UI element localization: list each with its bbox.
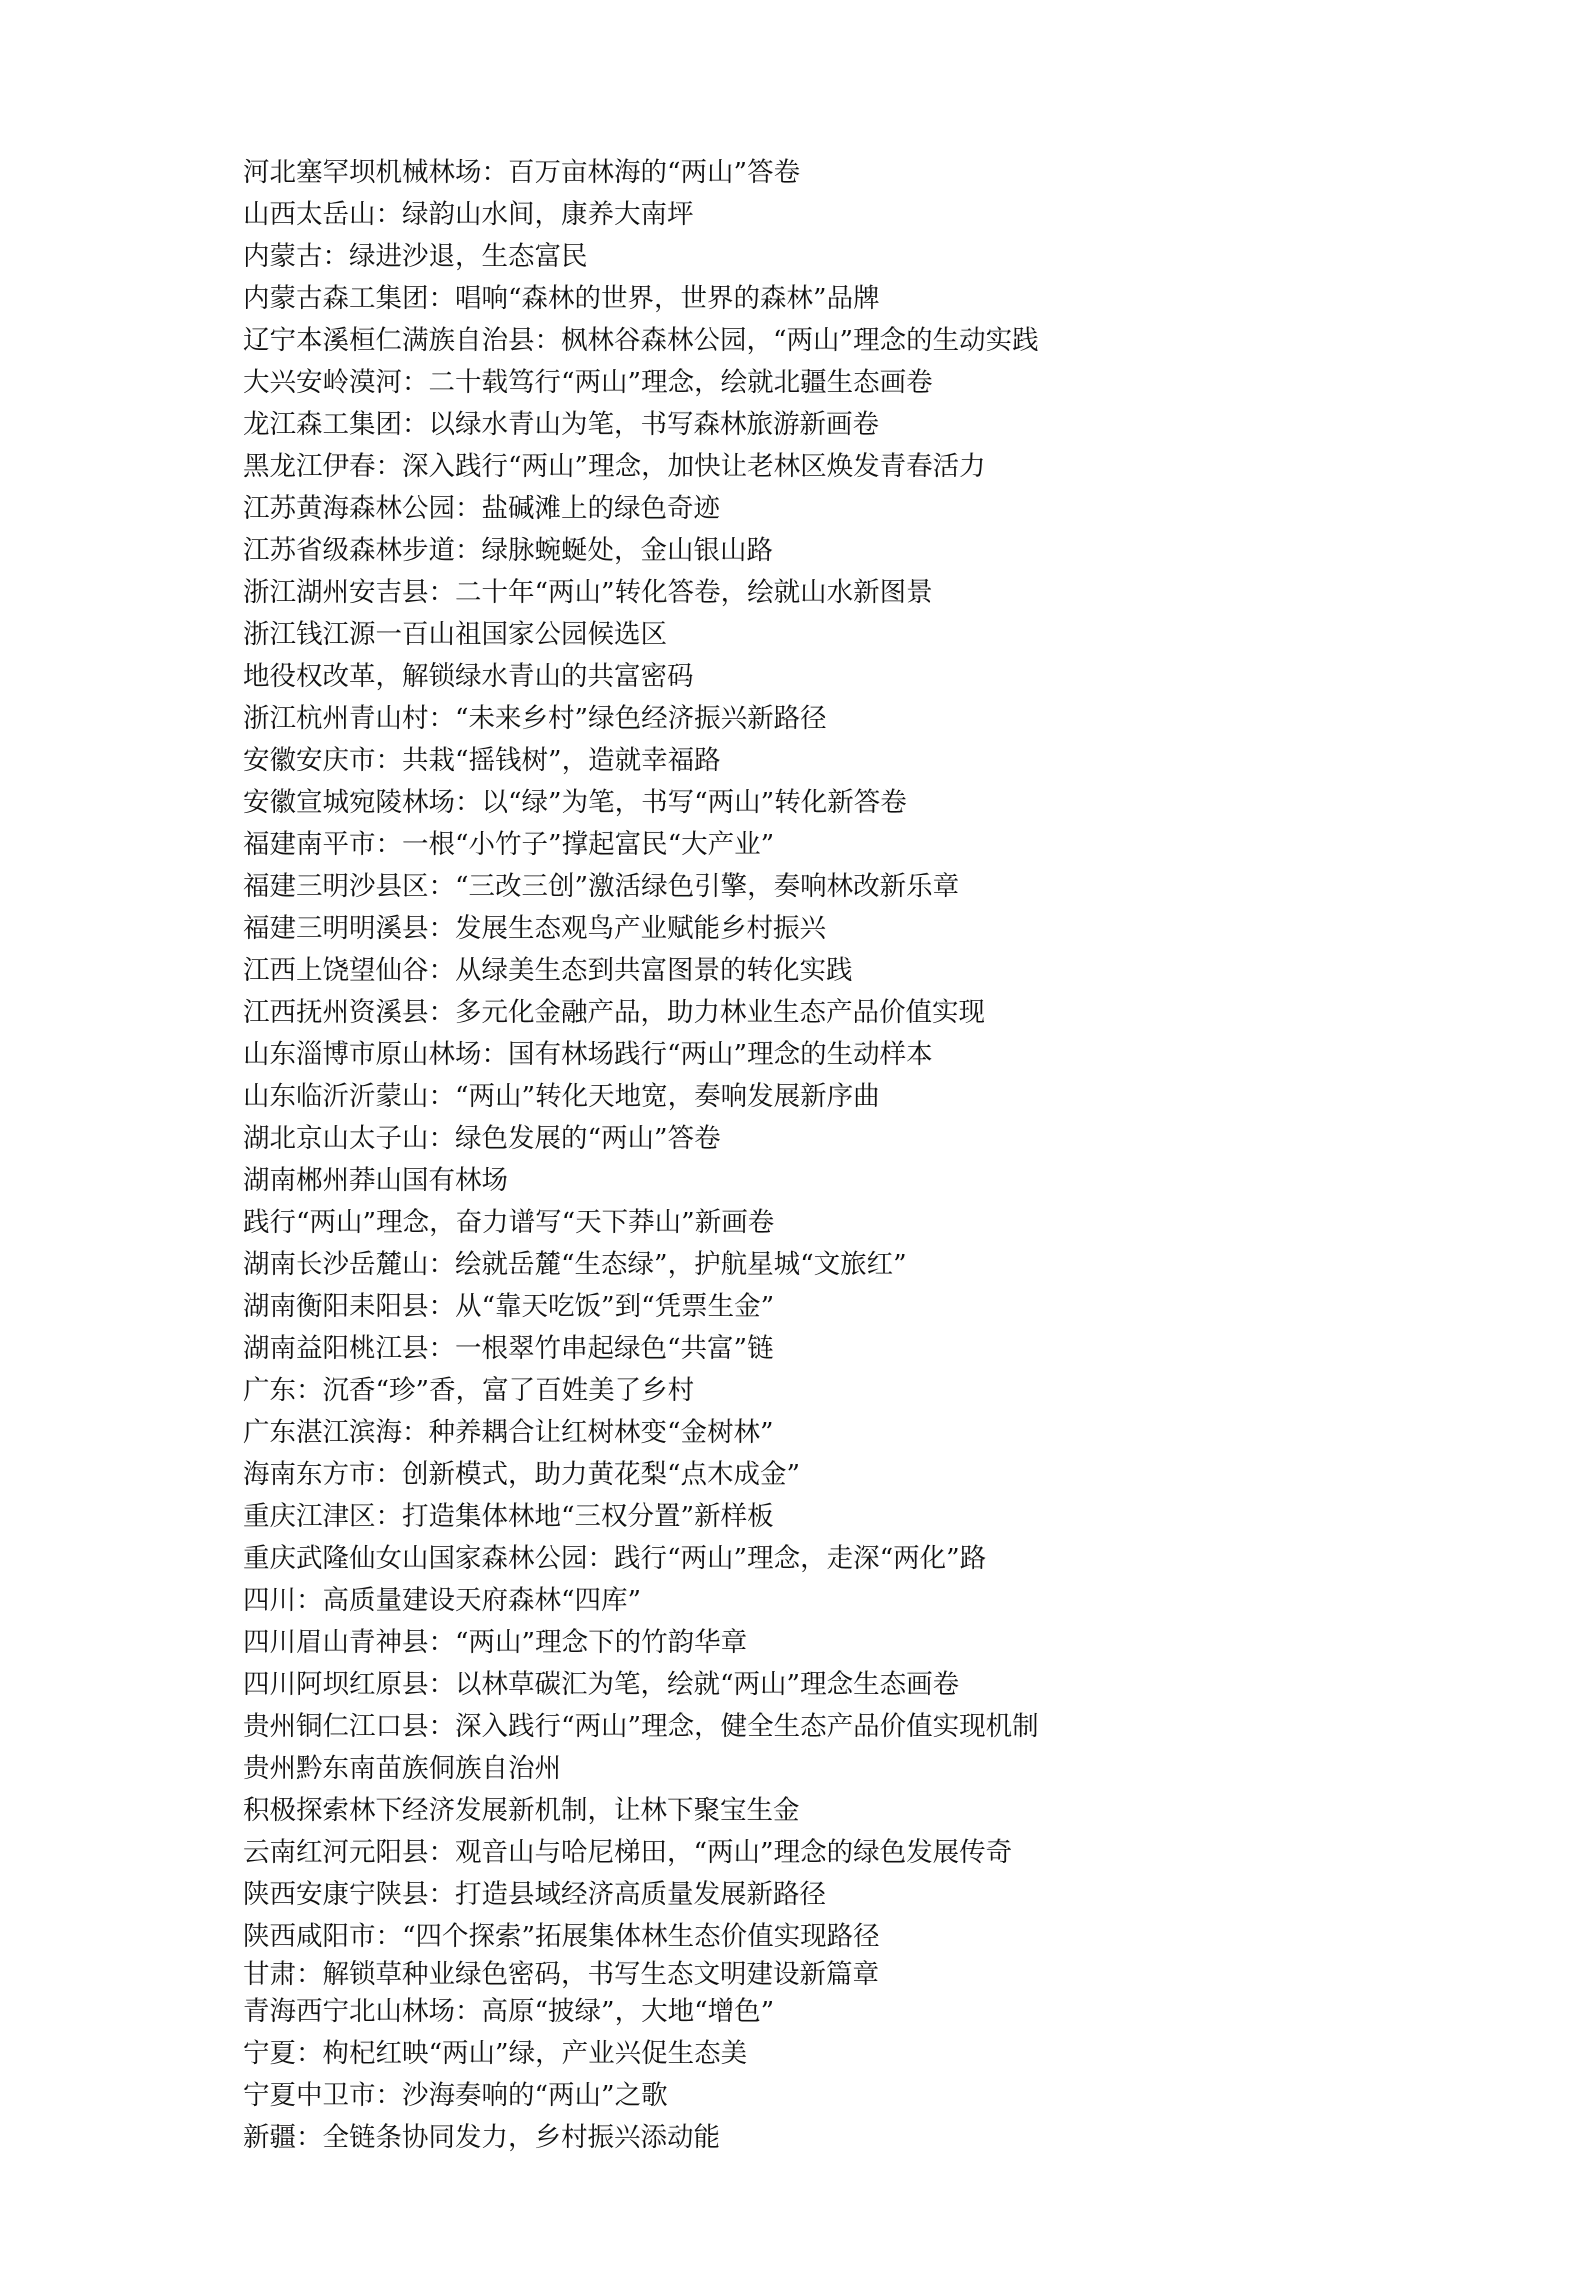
list-item: 内蒙古：绿进沙退，生态富民 xyxy=(243,241,588,272)
list-item: 宁夏：枸杞红映“两山”绿，产业兴促生态美 xyxy=(243,2038,748,2069)
list-item: 福建三明明溪县：发展生态观鸟产业赋能乡村振兴 xyxy=(243,913,826,944)
list-item: 山东淄博市原山林场：国有林场践行“两山”理念的生动样本 xyxy=(243,1039,933,1070)
list-item: 广东湛江滨海：种养耦合让红树林变“金树林” xyxy=(243,1417,774,1448)
list-item: 黑龙江伊春：深入践行“两山”理念，加快让老林区焕发青春活力 xyxy=(243,451,986,482)
list-item: 湖南益阳桃江县：一根翠竹串起绿色“共富”链 xyxy=(243,1333,774,1364)
list-item: 江西抚州资溪县：多元化金融产品，助力林业生态产品价值实现 xyxy=(243,997,985,1028)
list-item: 湖南长沙岳麓山：绘就岳麓“生态绿”，护航星城“文旅红” xyxy=(243,1249,907,1280)
list-item: 贵州铜仁江口县：深入践行“两山”理念，健全生态产品价值实现机制 xyxy=(243,1711,1039,1742)
article-title-list xyxy=(243,152,1039,2159)
list-item: 湖南郴州莽山国有林场 xyxy=(243,1165,508,1196)
list-item: 积极探索林下经济发展新机制，让林下聚宝生金 xyxy=(243,1795,800,1826)
list-item: 宁夏中卫市：沙海奏响的“两山”之歌 xyxy=(243,2080,668,2111)
list-item: 贵州黔东南苗族侗族自治州 xyxy=(243,1753,561,1784)
list-item: 青海西宁北山林场：高原“披绿”，大地“增色” xyxy=(243,1996,775,2027)
list-item: 重庆武隆仙女山国家森林公园：践行“两山”理念，走深“两化”路 xyxy=(243,1543,987,1574)
list-item: 四川：高质量建设天府森林“四库” xyxy=(243,1585,642,1616)
list-item: 湖南衡阳耒阳县：从“靠天吃饭”到“凭票生金” xyxy=(243,1291,775,1322)
list-item: 陕西安康宁陕县：打造县域经济高质量发展新路径 xyxy=(243,1879,826,1910)
list-item: 山西太岳山：绿韵山水间，康养大南坪 xyxy=(243,199,694,230)
list-item: 辽宁本溪桓仁满族自治县：枫林谷森林公园，“两山”理念的生动实践 xyxy=(243,325,1039,356)
list-item: 江苏省级森林步道：绿脉蜿蜒处，金山银山路 xyxy=(243,535,773,566)
list-item: 福建南平市：一根“小竹子”撑起富民“大产业” xyxy=(243,829,775,860)
list-item: 陕西咸阳市：“四个探索”拓展集体林生态价值实现路径 xyxy=(243,1921,880,1952)
list-item: 大兴安岭漠河：二十载笃行“两山”理念，绘就北疆生态画卷 xyxy=(243,367,933,398)
list-item: 内蒙古森工集团：唱响“森林的世界，世界的森林”品牌 xyxy=(243,283,880,314)
list-item: 浙江杭州青山村：“未来乡村”绿色经济振兴新路径 xyxy=(243,703,827,734)
list-item: 广东：沉香“珍”香，富了百姓美了乡村 xyxy=(243,1375,695,1406)
list-item: 四川阿坝红原县：以林草碳汇为笔，绘就“两山”理念生态画卷 xyxy=(243,1669,960,1700)
list-item: 山东临沂沂蒙山：“两山”转化天地宽，奏响发展新序曲 xyxy=(243,1081,880,1112)
list-item: 安徽宣城宛陵林场：以“绿”为笔，书写“两山”转化新答卷 xyxy=(243,787,907,818)
list-item: 龙江森工集团：以绿水青山为笔，书写森林旅游新画卷 xyxy=(243,409,879,440)
list-item: 福建三明沙县区：“三改三创”激活绿色引擎，奏响林改新乐章 xyxy=(243,871,960,902)
list-item: 云南红河元阳县：观音山与哈尼梯田，“两山”理念的绿色发展传奇 xyxy=(243,1837,1013,1868)
list-item: 江西上饶望仙谷：从绿美生态到共富图景的转化实践 xyxy=(243,955,853,986)
list-item: 甘肃：解锁草种业绿色密码，书写生态文明建设新篇章 xyxy=(243,1959,879,1990)
list-item: 新疆：全链条协同发力，乡村振兴添动能 xyxy=(243,2122,720,2153)
list-item: 江苏黄海森林公园：盐碱滩上的绿色奇迹 xyxy=(243,493,720,524)
list-item: 湖北京山太子山：绿色发展的“两山”答卷 xyxy=(243,1123,721,1154)
list-item: 浙江湖州安吉县：二十年“两山”转化答卷，绘就山水新图景 xyxy=(243,577,933,608)
list-item: 四川眉山青神县：“两山”理念下的竹韵华章 xyxy=(243,1627,748,1658)
list-item: 重庆江津区：打造集体林地“三权分置”新样板 xyxy=(243,1501,774,1532)
list-item: 地役权改革，解锁绿水青山的共富密码 xyxy=(243,661,694,692)
list-item: 践行“两山”理念，奋力谱写“天下莽山”新画卷 xyxy=(243,1207,775,1238)
list-item: 安徽安庆市：共栽“摇钱树”，造就幸福路 xyxy=(243,745,721,776)
list-item: 河北塞罕坝机械林场：百万亩林海的“两山”答卷 xyxy=(243,157,801,188)
list-item: 海南东方市：创新模式，助力黄花梨“点木成金” xyxy=(243,1459,801,1490)
list-item: 浙江钱江源一百山祖国家公园候选区 xyxy=(243,619,667,650)
